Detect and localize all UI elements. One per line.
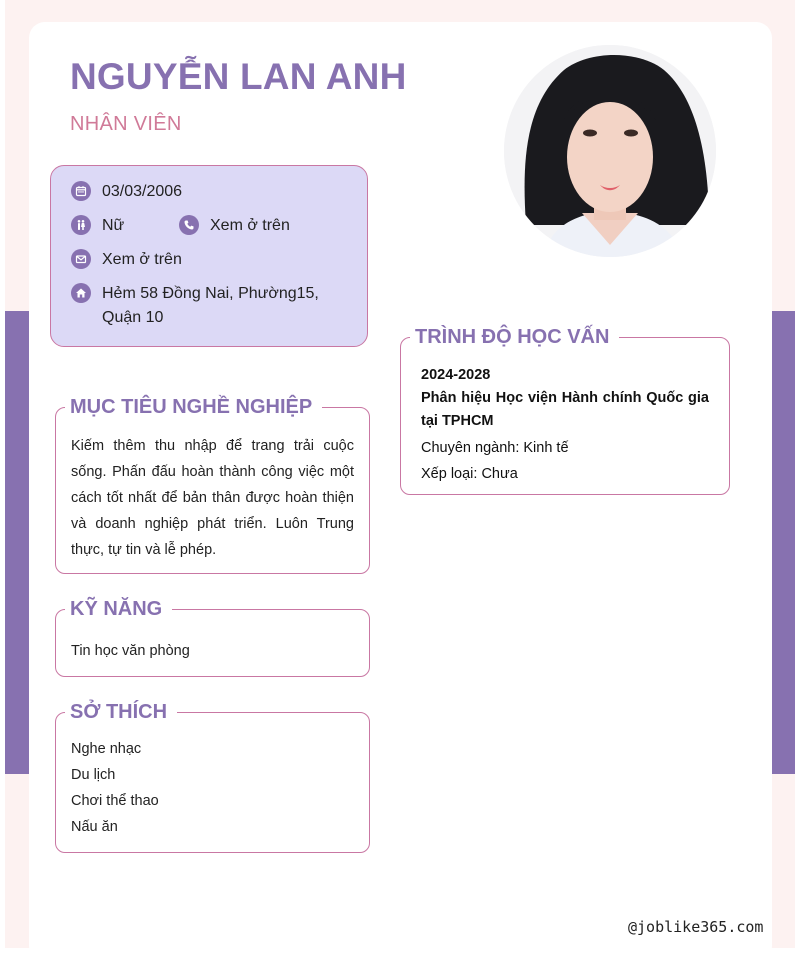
hobby-item: Du lịch [71,767,116,783]
birthday-text: 03/03/2006 [102,183,183,200]
candidate-role: NHÂN VIÊN [70,113,182,135]
home-icon [71,283,91,303]
education-school: Phân hiệu Học viện Hành chính Quốc gia tại TPHCM [421,390,709,429]
skill-item: Tin học văn phòng [71,643,190,659]
hobbies-title: SỞ THÍCH [65,700,177,724]
skills-title: KỸ NĂNG [65,597,172,621]
education-title: TRÌNH ĐỘ HỌC VẤN [410,325,619,349]
calendar-icon [71,181,91,201]
decor-band-left [5,311,29,774]
profile-photo [504,45,716,257]
education-grade: Xếp loại: Chưa [421,466,518,482]
candidate-name: NGUYỄN LAN ANH [70,56,407,97]
objective-text: Kiếm thêm thu nhập để trang trải cuộc sống. Phấn đấu hoàn thành công việc một cách tốt nhất để bản thân được hoàn thiện và doanh nghiệp phát triển. Luôn Trung thực, tự tin và lễ phép. [71,438,354,558]
hobby-item: Nghe nhạc [71,741,142,757]
education-years: 2024-2028 [421,367,491,383]
address-text: Hẻm 58 Đồng Nai, Phường15, Quận 10 [102,285,319,326]
contact-phone [179,214,290,238]
email-text: Xem ở trên [102,251,182,268]
hobby-item: Chơi thể thao [71,793,159,809]
decor-band-right [772,311,795,774]
education-content [421,364,709,487]
hobby-item: Nấu ăn [71,819,118,835]
education-major: Chuyên ngành: Kinh tế [421,440,569,456]
phone-icon [179,215,199,235]
gender-text: Nữ [102,217,125,234]
contact-email [71,248,182,272]
objective-title: MỤC TIÊU NGHỀ NGHIỆP [65,395,322,419]
contact-gender [71,214,124,238]
watermark-text: @joblike365.com [628,918,764,936]
contact-address [71,282,331,330]
contact-birthday [71,180,182,204]
phone-text: Xem ở trên [210,217,290,234]
gender-icon [71,215,91,235]
email-icon [71,249,91,269]
